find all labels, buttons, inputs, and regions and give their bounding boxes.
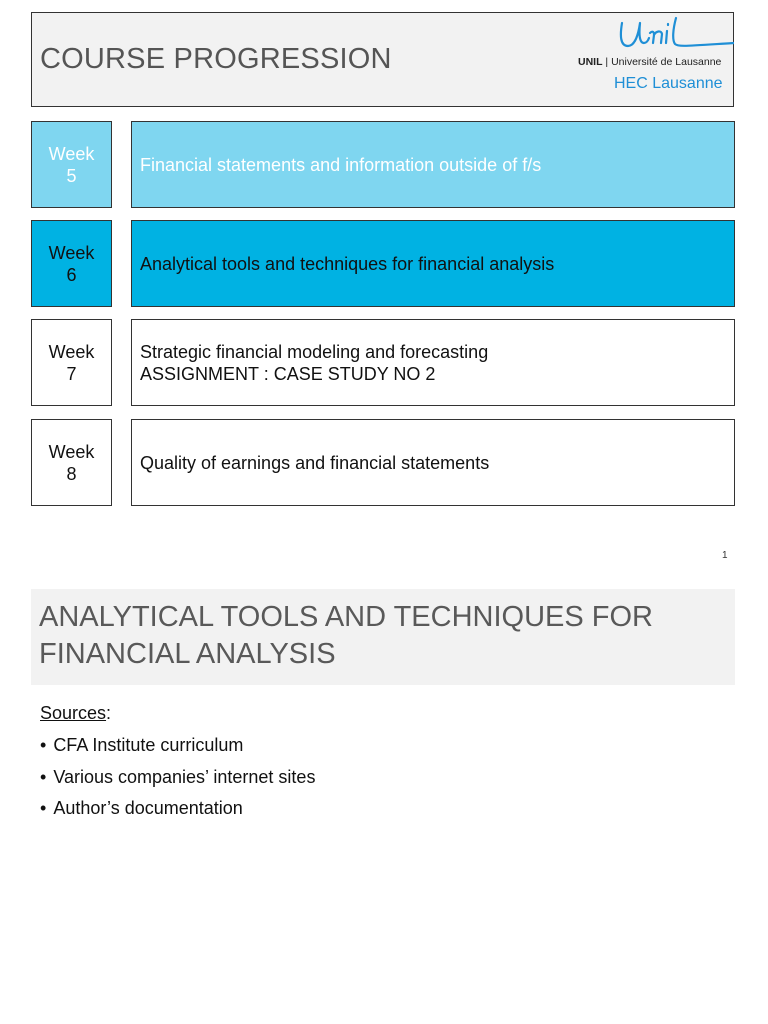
week-6-topic xyxy=(131,220,735,307)
week-5-topic xyxy=(131,121,735,208)
week-label: Week xyxy=(48,143,95,164)
week-label: Week xyxy=(48,242,95,263)
week-7-box xyxy=(31,319,112,406)
sources-heading xyxy=(40,703,111,724)
topic-line: Analytical tools and techniques for financial analysis xyxy=(140,253,555,274)
unil-logo xyxy=(576,13,734,106)
section-title-line: ANALYTICAL TOOLS AND TECHNIQUES FOR xyxy=(39,601,653,633)
topic-line: Financial statements and information outside of f/s xyxy=(140,154,542,175)
list-item: • Author’s documentation xyxy=(40,797,315,819)
week-5-box xyxy=(31,121,112,208)
page-title: COURSE PROGRESSION xyxy=(40,43,392,75)
week-number: 5 xyxy=(66,165,77,186)
assignment-line: ASSIGNMENT : CASE STUDY NO 2 xyxy=(140,363,436,384)
week-8-box xyxy=(31,419,112,506)
week-7-topic xyxy=(131,319,735,406)
week-label: Week xyxy=(48,441,95,462)
course-progression-header xyxy=(31,12,734,107)
unil-script-logo-icon xyxy=(576,13,734,58)
week-number: 6 xyxy=(66,264,77,285)
hec-lausanne-label: HEC Lausanne xyxy=(614,75,723,92)
list-item: • Various companies’ internet sites xyxy=(40,766,315,788)
sources-label: Sources xyxy=(40,703,107,723)
week-8-topic xyxy=(131,419,735,506)
week-6-box xyxy=(31,220,112,307)
week-number: 7 xyxy=(66,363,77,384)
unil-institution-line: UNIL | Université de Lausanne xyxy=(578,56,722,68)
section-title-banner xyxy=(31,589,735,685)
topic-line: Quality of earnings and financial statements xyxy=(140,452,490,473)
sources-list xyxy=(40,734,315,829)
week-number: 8 xyxy=(66,463,77,484)
week-label: Week xyxy=(48,341,95,362)
section-title-line: FINANCIAL ANALYSIS xyxy=(39,638,336,670)
page-number: 1 xyxy=(722,550,728,561)
topic-line: Strategic financial modeling and forecasting xyxy=(140,341,489,362)
sources-colon: : xyxy=(106,703,112,723)
list-item: • CFA Institute curriculum xyxy=(40,734,315,756)
